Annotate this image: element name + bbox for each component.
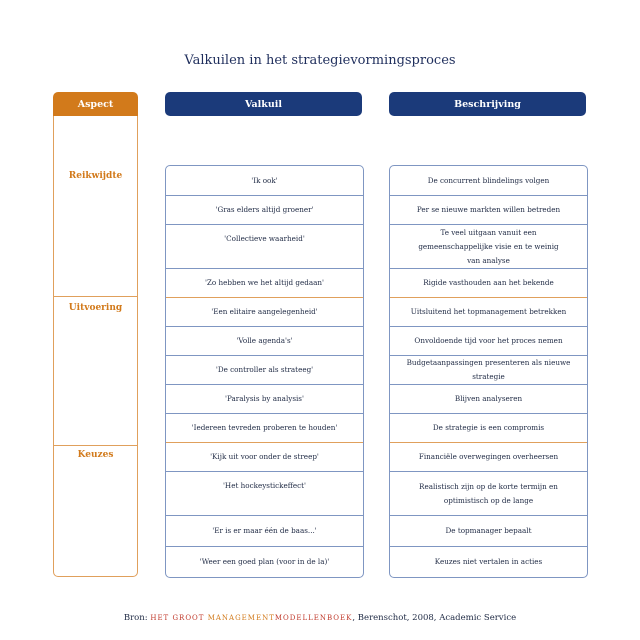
page-title: Valkuilen in het strategievormingsproces [184, 53, 456, 68]
book-title-part: MANAGEMENT [207, 614, 275, 622]
table-row: Keuzes niet vertalen in acties [390, 546, 587, 577]
source-citation [0, 613, 640, 623]
header-aspect: Aspect [53, 92, 138, 116]
aspect-column [53, 116, 138, 577]
book-title-part: HET GROOT [150, 614, 208, 622]
table-row: Uitsluitend het topmanagement betrekken [390, 297, 587, 326]
table-row: 'Zo hebben we het altijd gedaan' [166, 268, 363, 297]
aspect-divider [54, 445, 137, 446]
table-row: 'Volle agenda's' [166, 326, 363, 355]
book-title-part: MODELLENBOEK [274, 614, 353, 622]
table-row: Onvoldoende tijd voor het proces nemen [390, 326, 587, 355]
aspect-uitvoering: Uitvoering [68, 303, 123, 313]
table-row: De strategie is een compromis [390, 413, 587, 442]
header-valkuil: Valkuil [165, 92, 362, 116]
table-row: 'De controller als strateeg' [166, 355, 363, 384]
table-row: 'Het hockeystickeffect' [166, 471, 363, 515]
table-row: Per se nieuwe markten willen betreden [390, 195, 587, 224]
table-row: 'Collectieve waarheid' [166, 224, 363, 268]
source-suffix: , Berenschot, 2008, Academic Service [352, 613, 517, 623]
source-prefix: Bron: [123, 613, 151, 623]
aspect-divider [54, 296, 137, 297]
table-row: 'Een elitaire aangelegenheid' [166, 297, 363, 326]
table-row: Budgetaanpassingen presenteren als nieuwe strategie [390, 355, 587, 384]
table-row: Financiële overwegingen overheersen [390, 442, 587, 471]
table-row: 'Paralysis by analysis' [166, 384, 363, 413]
beschrijving-table [389, 165, 588, 578]
book-title [150, 614, 352, 622]
table-row: 'Gras elders altijd groener' [166, 195, 363, 224]
table-row: Blijven analyseren [390, 384, 587, 413]
table-row: Te veel uitgaan vanuit een gemeenschappelijke visie en te weinig van analyse [390, 224, 587, 268]
table-row: De concurrent blindelings volgen [427, 175, 550, 185]
table-row: Realistisch zijn op de korte termijn en optimistisch op de lange [390, 471, 587, 515]
table-row: 'Er is er maar één de baas...' [166, 515, 363, 546]
aspect-reikwijdte: Reikwijdte [68, 171, 123, 181]
table-row: 'Kijk uit voor onder de streep' [166, 442, 363, 471]
table-row: De topmanager bepaalt [390, 515, 587, 546]
header-beschrijving: Beschrijving [389, 92, 586, 116]
table-row: 'Weer een goed plan (voor in de la)' [166, 546, 363, 577]
table-row: 'Iedereen tevreden proberen te houden' [166, 413, 363, 442]
table-row: Rigide vasthouden aan het bekende [390, 268, 587, 297]
valkuil-table [165, 165, 364, 578]
aspect-keuzes: Keuzes [77, 450, 114, 460]
table-row: 'Ik ook' [251, 175, 278, 185]
